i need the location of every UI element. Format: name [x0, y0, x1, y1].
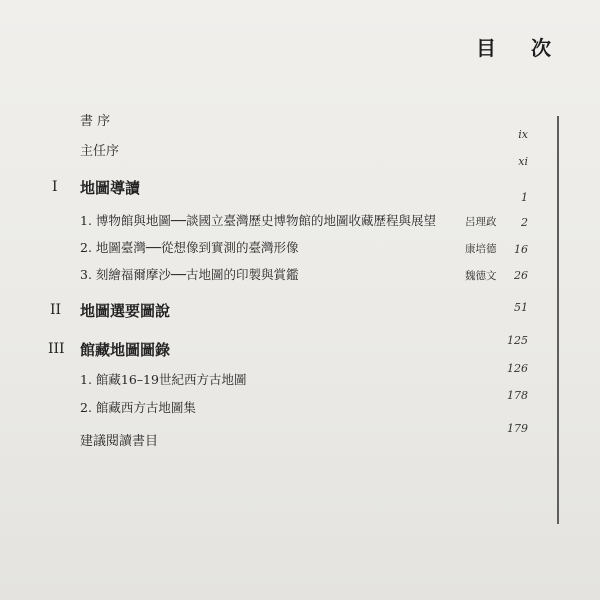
section-title-2[interactable]: 地圖選要圖說 [80, 302, 171, 320]
section-title-1[interactable]: 地圖導讀 [80, 179, 141, 197]
toc-entry-preface-page: ix [518, 128, 528, 141]
section-page-1: 1 [521, 191, 528, 204]
section-page-3: 125 [507, 334, 528, 347]
page-1-2: 16 [514, 243, 528, 256]
page-reading-list: 179 [507, 422, 528, 435]
toc-entry-3-2[interactable]: 2. 館藏西方古地圖集 [80, 400, 196, 415]
toc-entry-reading-list[interactable]: 建議閱讀書目 [80, 434, 159, 449]
page-3-2: 178 [507, 389, 528, 402]
toc-entry-director-preface-label[interactable]: 主任序 [80, 144, 120, 159]
author-1-2: 康培德 [465, 243, 497, 255]
vertical-rule [557, 116, 559, 524]
toc-entry-preface-label[interactable]: 書 序 [80, 114, 111, 129]
page-title: 目 次 [476, 36, 565, 60]
author-1-3: 魏德文 [465, 270, 497, 282]
toc-entry-1-3[interactable]: 3. 刻繪福爾摩沙──古地圖的印製與賞鑑 [80, 267, 299, 282]
toc-entry-3-1[interactable]: 1. 館藏16–19世紀西方古地圖 [80, 372, 247, 387]
toc-entry-1-1[interactable]: 1. 博物館與地圖──談國立臺灣歷史博物館的地圖收藏歷程與展望 [80, 213, 436, 228]
page-1-3: 26 [514, 269, 528, 282]
toc-entry-1-2[interactable]: 2. 地圖臺灣──從想像到實測的臺灣形像 [80, 240, 299, 255]
section-numeral-1: I [52, 179, 58, 195]
section-numeral-2: II [50, 302, 62, 318]
toc-entry-director-preface-page: xi [518, 155, 528, 168]
page-1-1: 2 [521, 216, 528, 229]
author-1-1: 呂理政 [465, 216, 497, 228]
section-title-3[interactable]: 館藏地圖圖錄 [80, 341, 171, 359]
section-numeral-3: III [48, 341, 65, 357]
section-page-2: 51 [514, 301, 528, 314]
page-3-1: 126 [507, 362, 528, 375]
